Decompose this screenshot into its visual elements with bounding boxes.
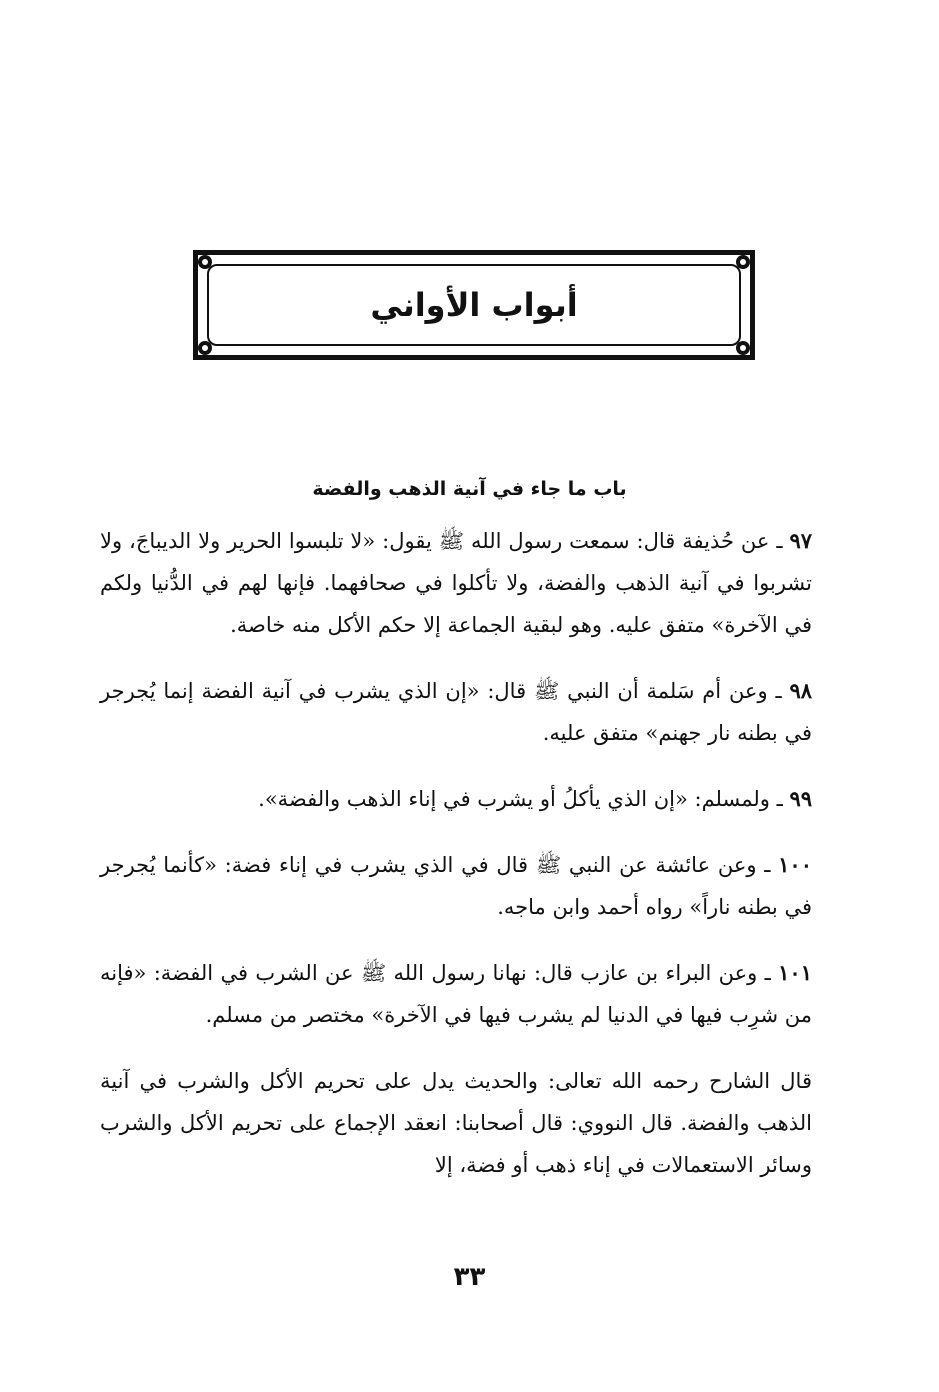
hadith-number: ٩٧	[789, 528, 812, 553]
title-inner-frame	[207, 264, 741, 346]
commentary-text: قال الشارح رحمه الله تعالى: والحديث يدل على تحريم الأكل والشرب في آنية الذهب والفضة. قال النووي: قال أصحابنا: انعقد الإجماع على تحريم الأكل والشرب وسائر الاستعمالات في إناء ذهب أو فضة، إلا	[100, 1069, 812, 1177]
hadith-text: ـ وعن أم سَلمة أن النبي ﷺ قال: «إن الذي يشرب في آنية الفضة إنما يُجرجر في بطنه نار جهنم» متفق عليه.	[100, 679, 812, 745]
chapter-title: أبواب الأواني	[370, 286, 578, 324]
commentary-paragraph	[100, 1060, 846, 1186]
body-text	[100, 520, 846, 1210]
hadith-number: ١٠١	[778, 960, 812, 985]
hadith-paragraph	[100, 778, 846, 820]
page-number: ٣٣	[453, 1262, 486, 1292]
frame-corner-ornament	[736, 341, 750, 355]
hadith-paragraph	[100, 520, 846, 646]
hadith-number: ٩٨	[789, 678, 812, 703]
hadith-paragraph	[100, 952, 846, 1036]
hadith-text: ـ وعن عائشة عن النبي ﷺ قال في الذي يشرب في إناء فضة: «كأنما يُجرجر في بطنه ناراً» رواه أحمد وابن ماجه.	[100, 853, 812, 919]
hadith-number: ٩٩	[789, 786, 812, 811]
hadith-paragraph	[100, 670, 846, 754]
hadith-text: ـ عن حُذيفة قال: سمعت رسول الله ﷺ يقول: «لا تلبسوا الحرير ولا الديباجَ، ولا تشربوا في آنية الذهب والفضة، ولا تأكلوا في صحافهما. فإنها لهم في الدُّنيا ولكم في الآخرة» متفق عليه. وهو لبقية الجماعة إلا حكم الأكل منه خاصة.	[100, 529, 812, 637]
hadith-text: ـ ولمسلم: «إن الذي يأكلُ أو يشرب في إناء الذهب والفضة».	[258, 787, 790, 811]
section-title: باب ما جاء في آنية الذهب والفضة	[312, 478, 627, 500]
hadith-text: ـ وعن البراء بن عازب قال: نهانا رسول الله ﷺ عن الشرب في الفضة: «فإنه من شرِب فيها في الدنيا لم يشرب فيها في الآخرة» مختصر من مسلم.	[100, 961, 812, 1027]
hadith-paragraph	[100, 844, 846, 928]
hadith-number: ١٠٠	[778, 852, 812, 877]
